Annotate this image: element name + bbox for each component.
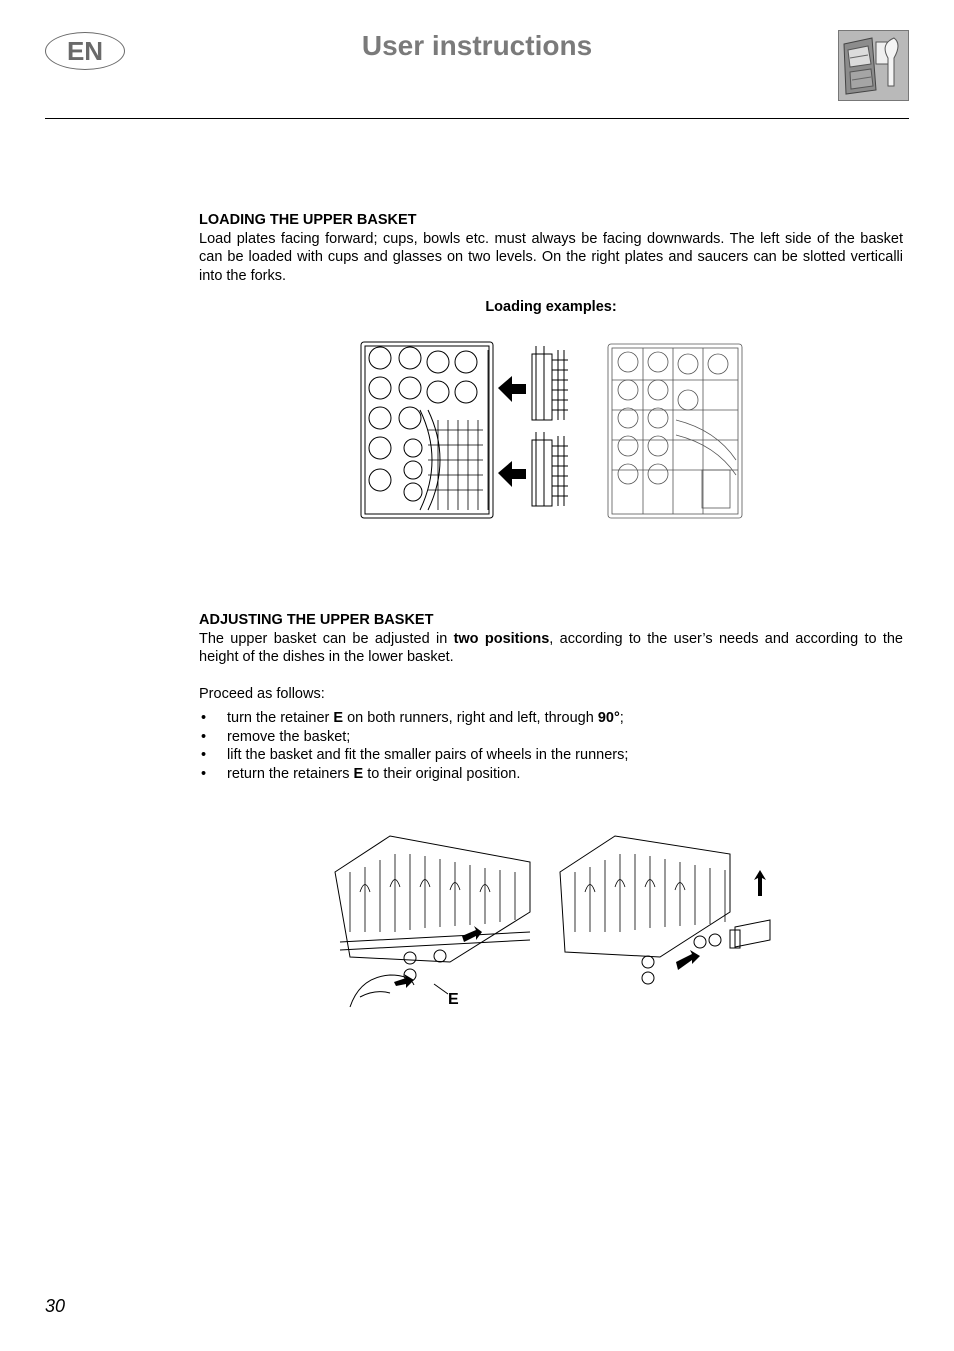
header-divider	[45, 118, 909, 119]
emphasis-two-positions: two positions	[453, 630, 550, 647]
list-item: • turn the retainer E on both runners, right and left, through 90°;	[199, 709, 903, 728]
adjusting-basket-figure	[330, 832, 775, 1014]
adjusting-section	[199, 611, 903, 783]
arrow-icon	[676, 870, 766, 970]
section-heading-adjusting: ADJUSTING THE UPPER BASKET	[199, 612, 434, 628]
language-code: EN	[66, 35, 104, 66]
proceed-label: Proceed as follows:	[199, 685, 325, 702]
page-number: 30	[45, 1296, 66, 1316]
list-item: • remove the basket;	[199, 728, 903, 747]
arrow-icon	[498, 376, 526, 487]
basket-runner-right-illustration	[560, 836, 770, 984]
steps-list	[199, 709, 903, 783]
list-item: • lift the basket and fit the smaller pairs of wheels in the runners;	[199, 746, 903, 765]
section-heading-loading: LOADING THE UPPER BASKET	[199, 212, 417, 228]
arrow-icon	[394, 926, 482, 988]
basket-right-illustration	[608, 344, 742, 518]
basket-runner-left-illustration	[335, 836, 530, 1007]
adjusting-paragraph: The upper basket can be adjusted in two positions, according to the user’s needs and according to the height of the dishes in the lower basket.	[199, 630, 904, 665]
page-title: User instructions	[361, 30, 593, 61]
cup-rack-illustration	[532, 346, 568, 506]
list-item: • return the retainers E to their original position.	[199, 765, 903, 784]
loading-paragraph: Load plates facing forward; cups, bowls etc. must always be facing downwards. The left side of the basket can be loaded with cups and glasses on two levels. On the right plates and saucers can be slotted verticalli into the forks.	[199, 230, 903, 284]
dishwasher-icon	[838, 30, 909, 101]
loading-examples-figure	[358, 340, 748, 522]
basket-left-illustration	[361, 342, 493, 518]
retainer-label: E	[448, 991, 459, 1008]
figure-caption: Loading examples:	[485, 299, 617, 315]
loading-section	[199, 211, 903, 285]
